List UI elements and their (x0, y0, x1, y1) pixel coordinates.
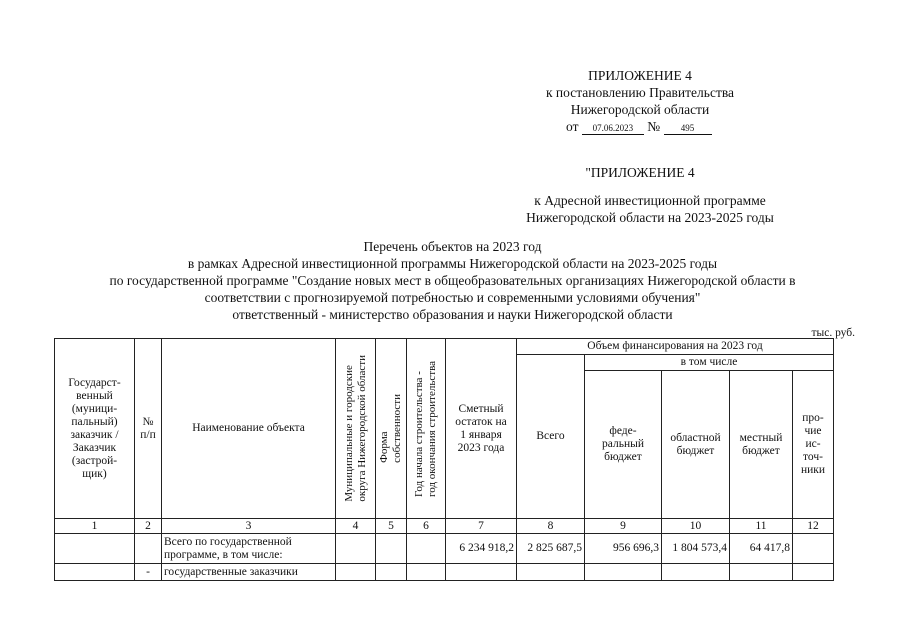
col-number: 1 (55, 519, 135, 534)
col-number: 9 (585, 519, 662, 534)
col-number: 8 (517, 519, 585, 534)
header-total: Всего (517, 355, 585, 519)
header-customer: Государст- венный (муници- пальный) заказчик / Заказчик (застрой- щик) (55, 339, 135, 519)
decree-date-line (566, 119, 712, 135)
funding-table (54, 338, 834, 581)
row-other (793, 534, 834, 564)
row-number (135, 534, 162, 564)
row-federal (585, 564, 662, 581)
appendix2-line3: Нижегородской области на 2023-2025 годы (526, 210, 774, 225)
col-number: 6 (407, 519, 446, 534)
row-regional (662, 564, 730, 581)
header-municipal-district: Муниципальные и городские округа Нижегородской области (336, 339, 376, 519)
col-number: 4 (336, 519, 376, 534)
row-local (730, 564, 793, 581)
header-including: в том числе (585, 355, 834, 371)
header-federal: феде- ральный бюджет (585, 371, 662, 519)
appendix2-line2: к Адресной инвестиционной программе (534, 193, 766, 208)
col-number: 11 (730, 519, 793, 534)
header-estimated-balance: Сметный остаток на 1 января 2023 года (446, 339, 517, 519)
column-numbers-row (55, 519, 834, 534)
appendix2-title: "ПРИЛОЖЕНИЕ 4 (585, 165, 695, 180)
table-row (55, 534, 834, 564)
row-other (793, 564, 834, 581)
row-balance: 6 234 918,2 (446, 534, 517, 564)
header-number: № п/п (135, 339, 162, 519)
row-total: 2 825 687,5 (517, 534, 585, 564)
header-local: местный бюджет (730, 371, 793, 519)
header-object-name: Наименование объекта (162, 339, 336, 519)
row-local: 64 417,8 (730, 534, 793, 564)
row-balance (446, 564, 517, 581)
header-other: про- чие ис- точ- ники (793, 371, 834, 519)
table-row (55, 564, 834, 581)
appendix1-title: ПРИЛОЖЕНИЕ 4 (588, 68, 692, 83)
doc-title-line3: по государственной программе "Создание новых мест в общеобразовательных организациях Нижегородской области в (109, 273, 796, 288)
col-number: 5 (376, 519, 407, 534)
col-number: 12 (793, 519, 834, 534)
row-object-name: государственные заказчики (162, 564, 336, 581)
row-object-name: Всего по государственной программе, в том числе: (162, 534, 336, 564)
appendix1-line3: Нижегородской области (570, 102, 710, 117)
col-number: 3 (162, 519, 336, 534)
doc-title-line1: Перечень объектов на 2023 год (363, 239, 542, 254)
date-prefix: от (566, 119, 579, 134)
col-number: 10 (662, 519, 730, 534)
decree-number: 495 (664, 122, 712, 135)
header-ownership: Форма собственности (376, 339, 407, 519)
row-total (517, 564, 585, 581)
doc-title-line4: соответствии с прогнозируемой потребностью и современными условиями обучения" (204, 290, 701, 305)
decree-date: 07.06.2023 (582, 122, 644, 135)
doc-title-line5: ответственный - министерство образования и науки Нижегородской области (232, 307, 673, 322)
header-construction-years: Год начала строительства - год окончания строительства (407, 339, 446, 519)
header-regional: областной бюджет (662, 371, 730, 519)
doc-title-line2: в рамках Адресной инвестиционной программы Нижегородской области на 2023-2025 годы (187, 256, 718, 271)
row-regional: 1 804 573,4 (662, 534, 730, 564)
number-sign: № (647, 119, 661, 134)
col-number: 2 (135, 519, 162, 534)
units-label: тыс. руб. (811, 327, 855, 339)
row-federal: 956 696,3 (585, 534, 662, 564)
col-number: 7 (446, 519, 517, 534)
header-funding: Объем финансирования на 2023 год (517, 339, 834, 355)
appendix1-line2: к постановлению Правительства (545, 85, 735, 100)
row-number: - (135, 564, 162, 581)
